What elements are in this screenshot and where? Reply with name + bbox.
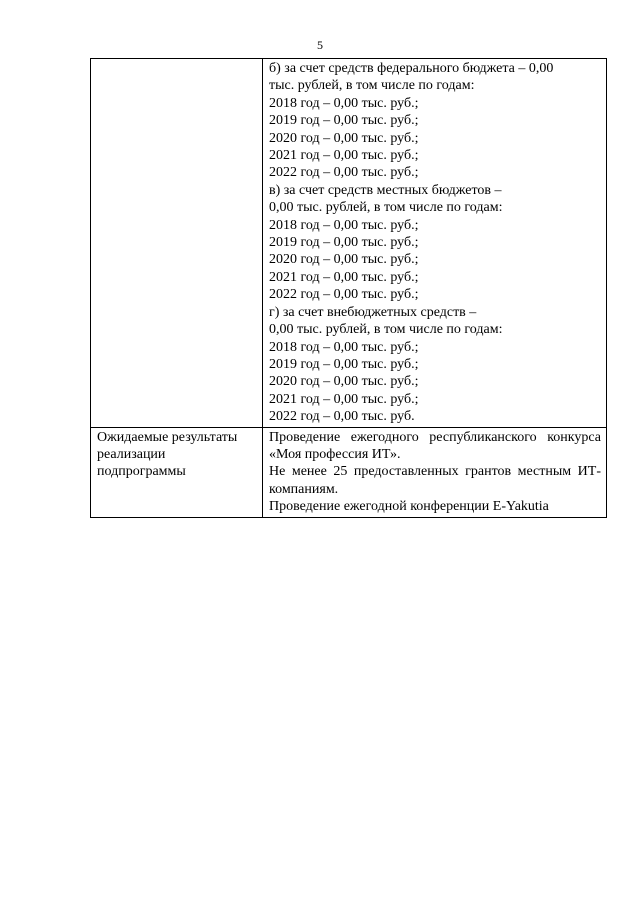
- local-budget-heading-cont: 0,00 тыс. рублей, в том числе по годам:: [269, 200, 503, 216]
- federal-year-line: 2021 год – 0,00 тыс. руб.;: [269, 148, 419, 164]
- empty-label-cell: [91, 59, 263, 428]
- federal-year-line: 2020 год – 0,00 тыс. руб.;: [269, 130, 419, 146]
- result-item-contest: Проведение ежегодного республиканского конкурса «Моя профессия ИТ».: [269, 429, 601, 462]
- federal-budget-heading: б) за счет средств федерального бюджета – 0,00: [269, 61, 554, 76]
- results-cell: [263, 427, 607, 517]
- financing-table: [90, 58, 607, 518]
- local-year-line: 2019 год – 0,00 тыс. руб.;: [269, 235, 419, 251]
- results-label-line: реализации: [97, 446, 166, 462]
- extrabudgetary-year-line: 2018 год – 0,00 тыс. руб.;: [269, 339, 419, 355]
- federal-year-line: 2019 год – 0,00 тыс. руб.;: [269, 113, 419, 129]
- local-year-line: 2018 год – 0,00 тыс. руб.;: [269, 217, 419, 233]
- local-year-line: 2020 год – 0,00 тыс. руб.;: [269, 252, 419, 268]
- federal-year-line: 2022 год – 0,00 тыс. руб.;: [269, 165, 419, 181]
- result-item-conference: Проведение ежегодной конференции E-Yakutia: [269, 499, 549, 515]
- results-label-cell: [91, 427, 263, 517]
- federal-year-line: 2018 год – 0,00 тыс. руб.;: [269, 95, 419, 111]
- table-row-results: [91, 427, 607, 517]
- financing-cell: [263, 59, 607, 428]
- extrabudgetary-heading-cont: 0,00 тыс. рублей, в том числе по годам:: [269, 322, 503, 338]
- extrabudgetary-year-line: 2019 год – 0,00 тыс. руб.;: [269, 356, 419, 372]
- local-budget-heading: в) за счет средств местных бюджетов –: [269, 182, 502, 198]
- table-row-financing: [91, 59, 607, 428]
- results-label-line: Ожидаемые результаты: [97, 429, 238, 445]
- page-number: 5: [317, 38, 323, 52]
- results-label-line: подпрограммы: [97, 464, 186, 480]
- extrabudgetary-year-line: 2022 год – 0,00 тыс. руб.: [269, 409, 415, 425]
- result-item-grants: Не менее 25 предоставленных грантов местным ИТ-компаниям.: [269, 464, 601, 497]
- federal-budget-heading-cont: тыс. рублей, в том числе по годам:: [269, 78, 475, 94]
- local-year-line: 2021 год – 0,00 тыс. руб.;: [269, 269, 419, 285]
- extrabudgetary-year-line: 2020 год – 0,00 тыс. руб.;: [269, 374, 419, 390]
- extrabudgetary-heading: г) за счет внебюджетных средств –: [269, 304, 477, 320]
- extrabudgetary-year-line: 2021 год – 0,00 тыс. руб.;: [269, 391, 419, 407]
- local-year-line: 2022 год – 0,00 тыс. руб.;: [269, 287, 419, 303]
